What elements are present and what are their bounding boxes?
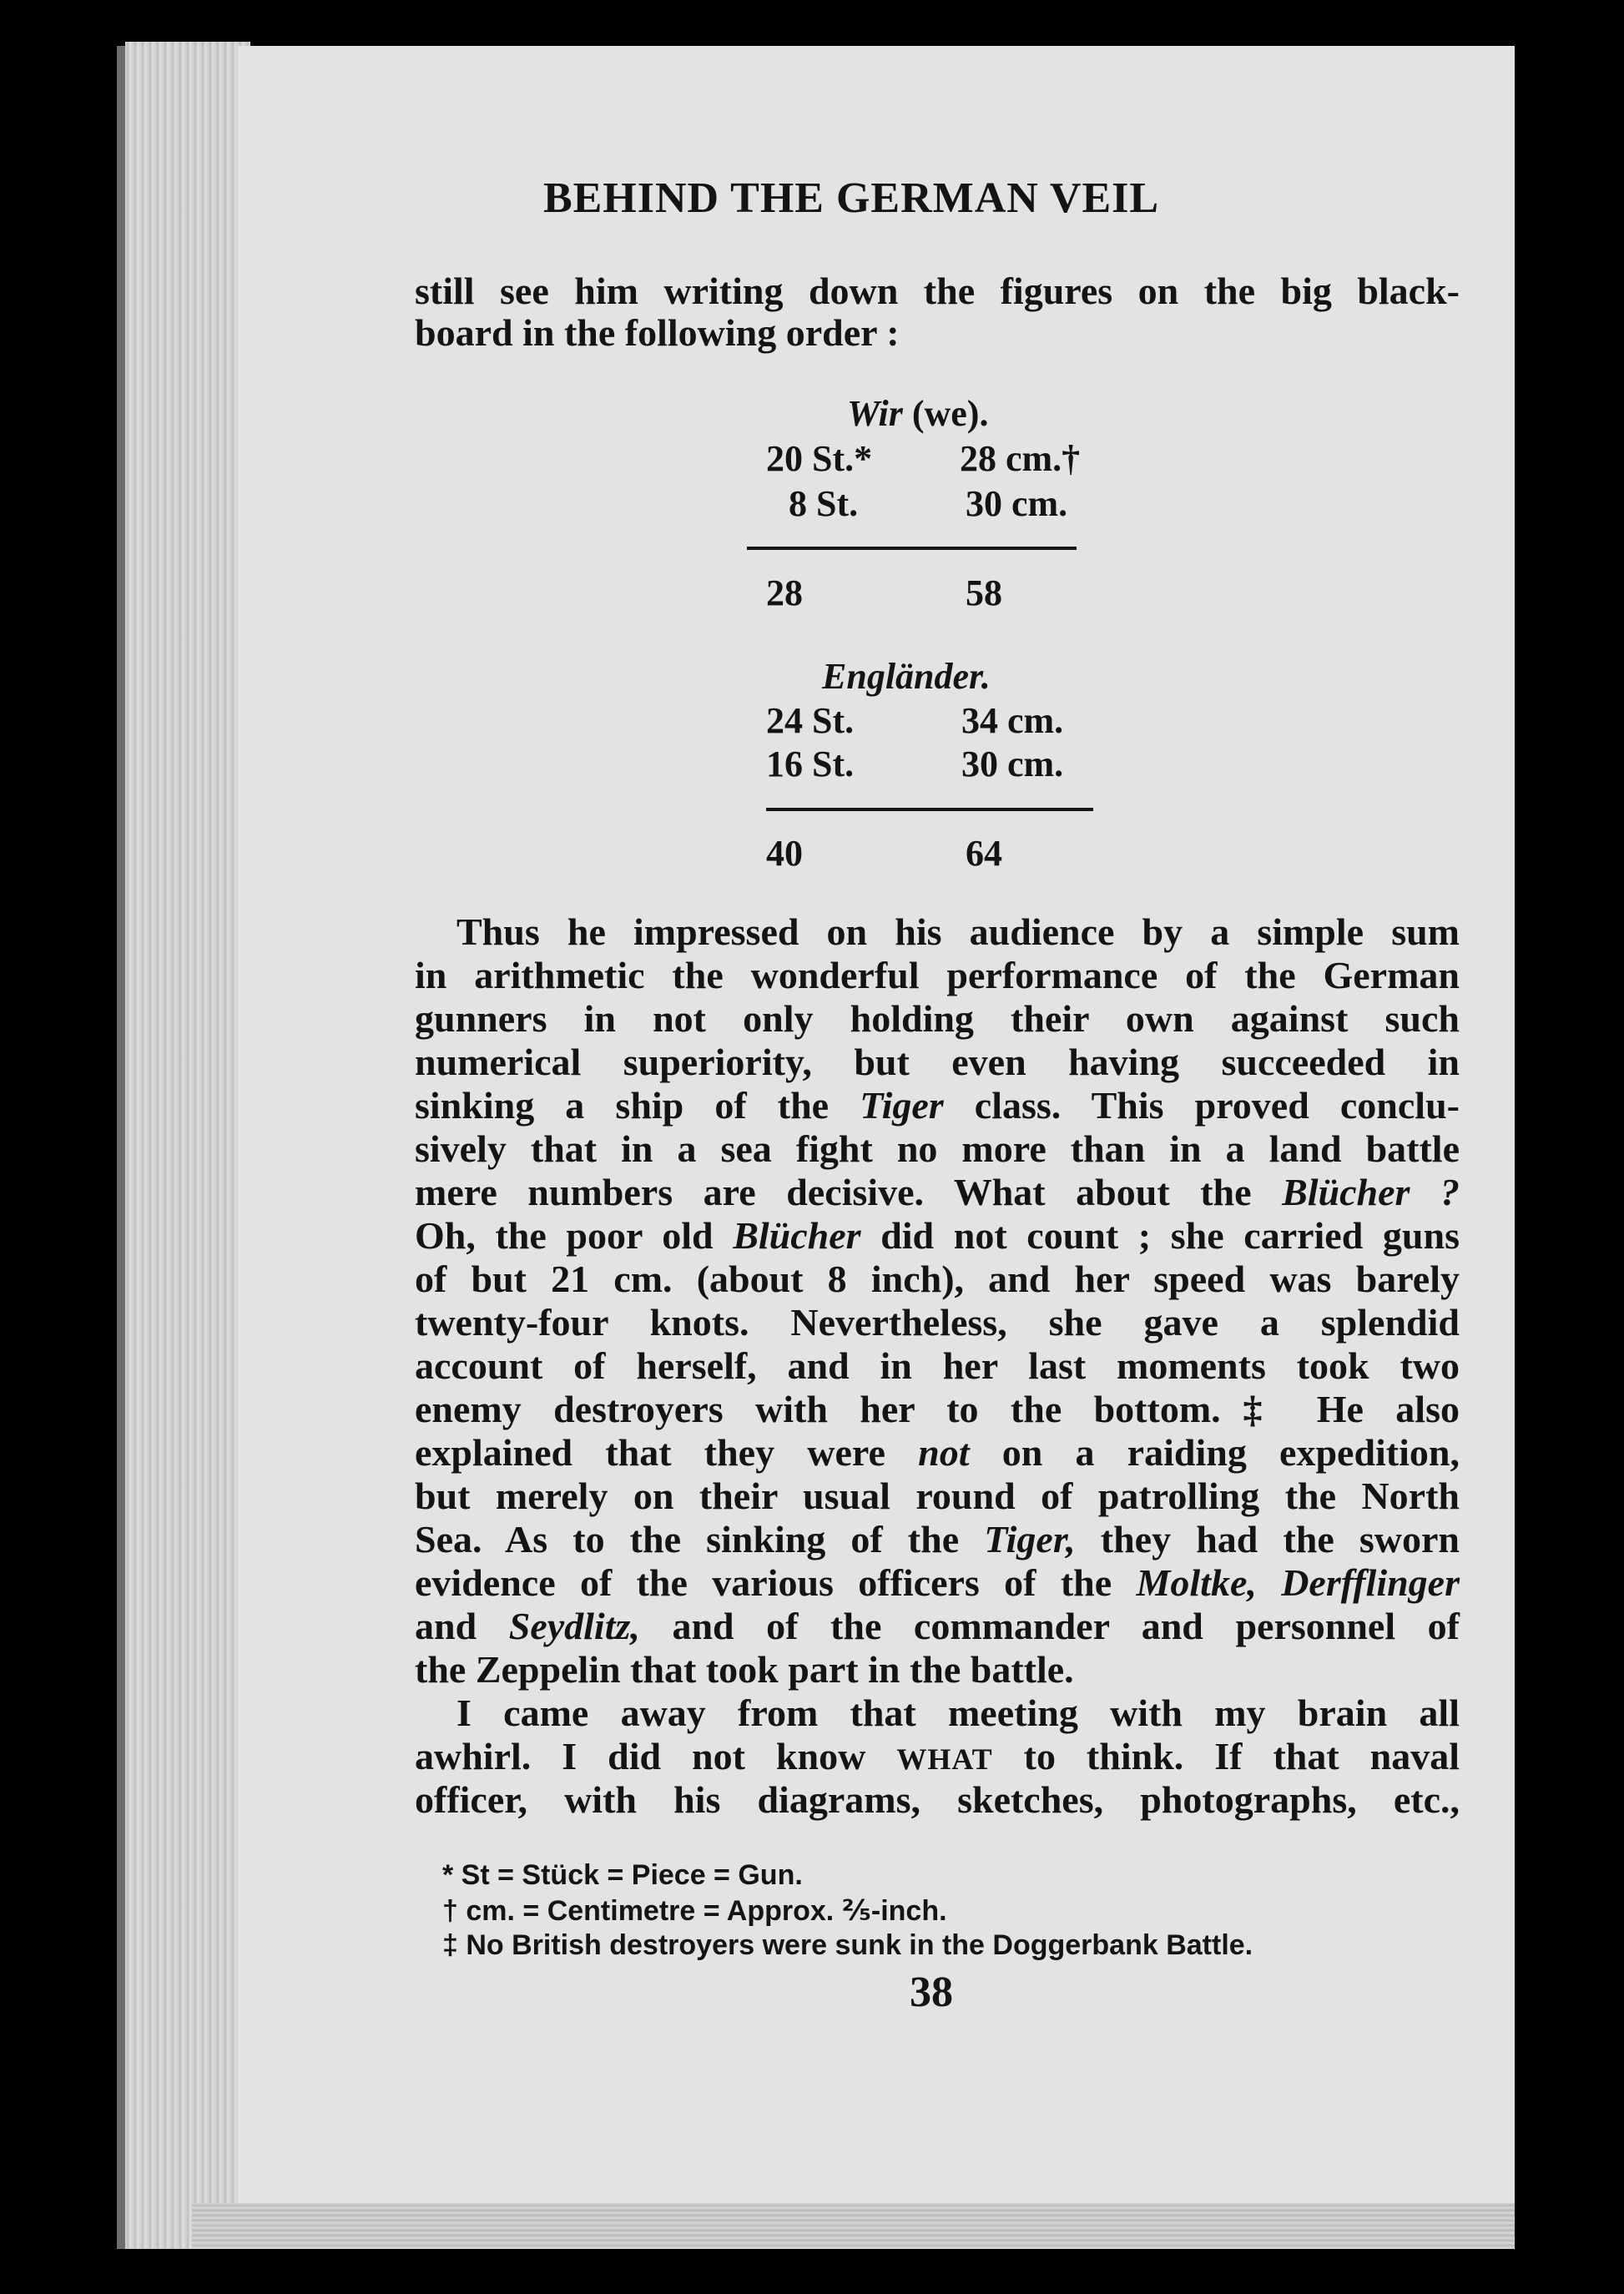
para1-line-2: in arithmetic the wonderful performance of the German <box>415 954 1460 996</box>
para1-line-8: Oh, the poor old Blücher did not count ; she carried guns <box>415 1214 1460 1257</box>
table-englaender-sum-rule <box>766 808 1093 811</box>
para1-line-16: evidence of the various officers of the Moltke, Derfflinger <box>415 1561 1460 1604</box>
table-englaender-row-1-a: 24 St. <box>766 700 855 741</box>
table-wir-sum-rule <box>747 547 1077 550</box>
table-englaender-total-a: 40 <box>766 833 803 874</box>
intro-line-1: still see him writing down the figures on the big black- <box>415 270 1460 312</box>
table-wir-row-1-b: 28 cm.† <box>960 438 1081 479</box>
para1-line-18: the Zeppelin that took part in the battle. <box>415 1648 1074 1691</box>
footnote-1: * St = Stück = Piece = Gun. <box>442 1859 803 1891</box>
para2-line-1: I came away from that meeting with my brain all <box>456 1692 1460 1734</box>
para1-line-4: numerical superiority, but even having succeeded in <box>415 1041 1460 1083</box>
para1-line-3: gunners in not only holding their own against such <box>415 997 1460 1040</box>
para1-line-9: of but 21 cm. (about 8 inch), and her speed was barely <box>415 1258 1460 1300</box>
para1-line-17: and Seydlitz, and of the commander and personnel of <box>415 1605 1460 1647</box>
table-englaender-total-b: 64 <box>966 833 1002 874</box>
table-wir-row-2-b: 30 cm. <box>966 483 1068 524</box>
table-englaender-row-2-b: 30 cm. <box>961 744 1064 784</box>
para2-line-2: awhirl. I did not know WHAT to think. If that naval <box>415 1735 1460 1777</box>
table-englaender-heading: Engländer. <box>822 656 991 697</box>
table-wir-row-2-a: 8 St. <box>789 483 859 524</box>
para2-line-3: officer, with his diagrams, sketches, photographs, etc., <box>415 1778 1460 1821</box>
table-wir-row-1-a: 20 St.* <box>766 438 873 479</box>
para1-line-10: twenty-four knots. Nevertheless, she gave a splendid <box>415 1301 1460 1344</box>
para1-line-15: Sea. As to the sinking of the Tiger, they had the sworn <box>415 1518 1460 1560</box>
table-wir-total-b: 58 <box>966 572 1002 613</box>
para1-line-14: but merely on their usual round of patrolling the North <box>415 1475 1460 1517</box>
para1-line-5: sinking a ship of the Tiger class. This proved conclu- <box>415 1084 1460 1127</box>
running-head: BEHIND THE GERMAN VEIL <box>542 174 1160 222</box>
para1-line-1: Thus he impressed on his audience by a simple sum <box>456 910 1460 953</box>
para1-line-6: sively that in a sea fight no more than in a land battle <box>415 1127 1460 1170</box>
table-wir-heading: Wir (we). <box>847 393 989 434</box>
table-englaender-row-1-b: 34 cm. <box>961 700 1064 741</box>
table-englaender-row-2-a: 16 St. <box>766 744 855 784</box>
para1-line-13: explained that they were not on a raiding expedition, <box>415 1431 1460 1474</box>
para1-line-11: account of herself, and in her last moments took two <box>415 1344 1460 1387</box>
table-wir-total-a: 28 <box>766 572 803 613</box>
page-number: 38 <box>910 1969 953 2016</box>
footnote-2: † cm. = Centimetre = Approx. ⅖-inch. <box>442 1895 947 1927</box>
intro-line-2: board in the following order : <box>415 311 900 354</box>
para1-line-7: mere numbers are decisive. What about the Blücher ? <box>415 1171 1460 1213</box>
footnote-3: ‡ No British destroyers were sunk in the Doggerbank Battle. <box>442 1929 1253 1961</box>
para1-line-12: enemy destroyers with her to the bottom.‡ He also <box>415 1388 1460 1430</box>
